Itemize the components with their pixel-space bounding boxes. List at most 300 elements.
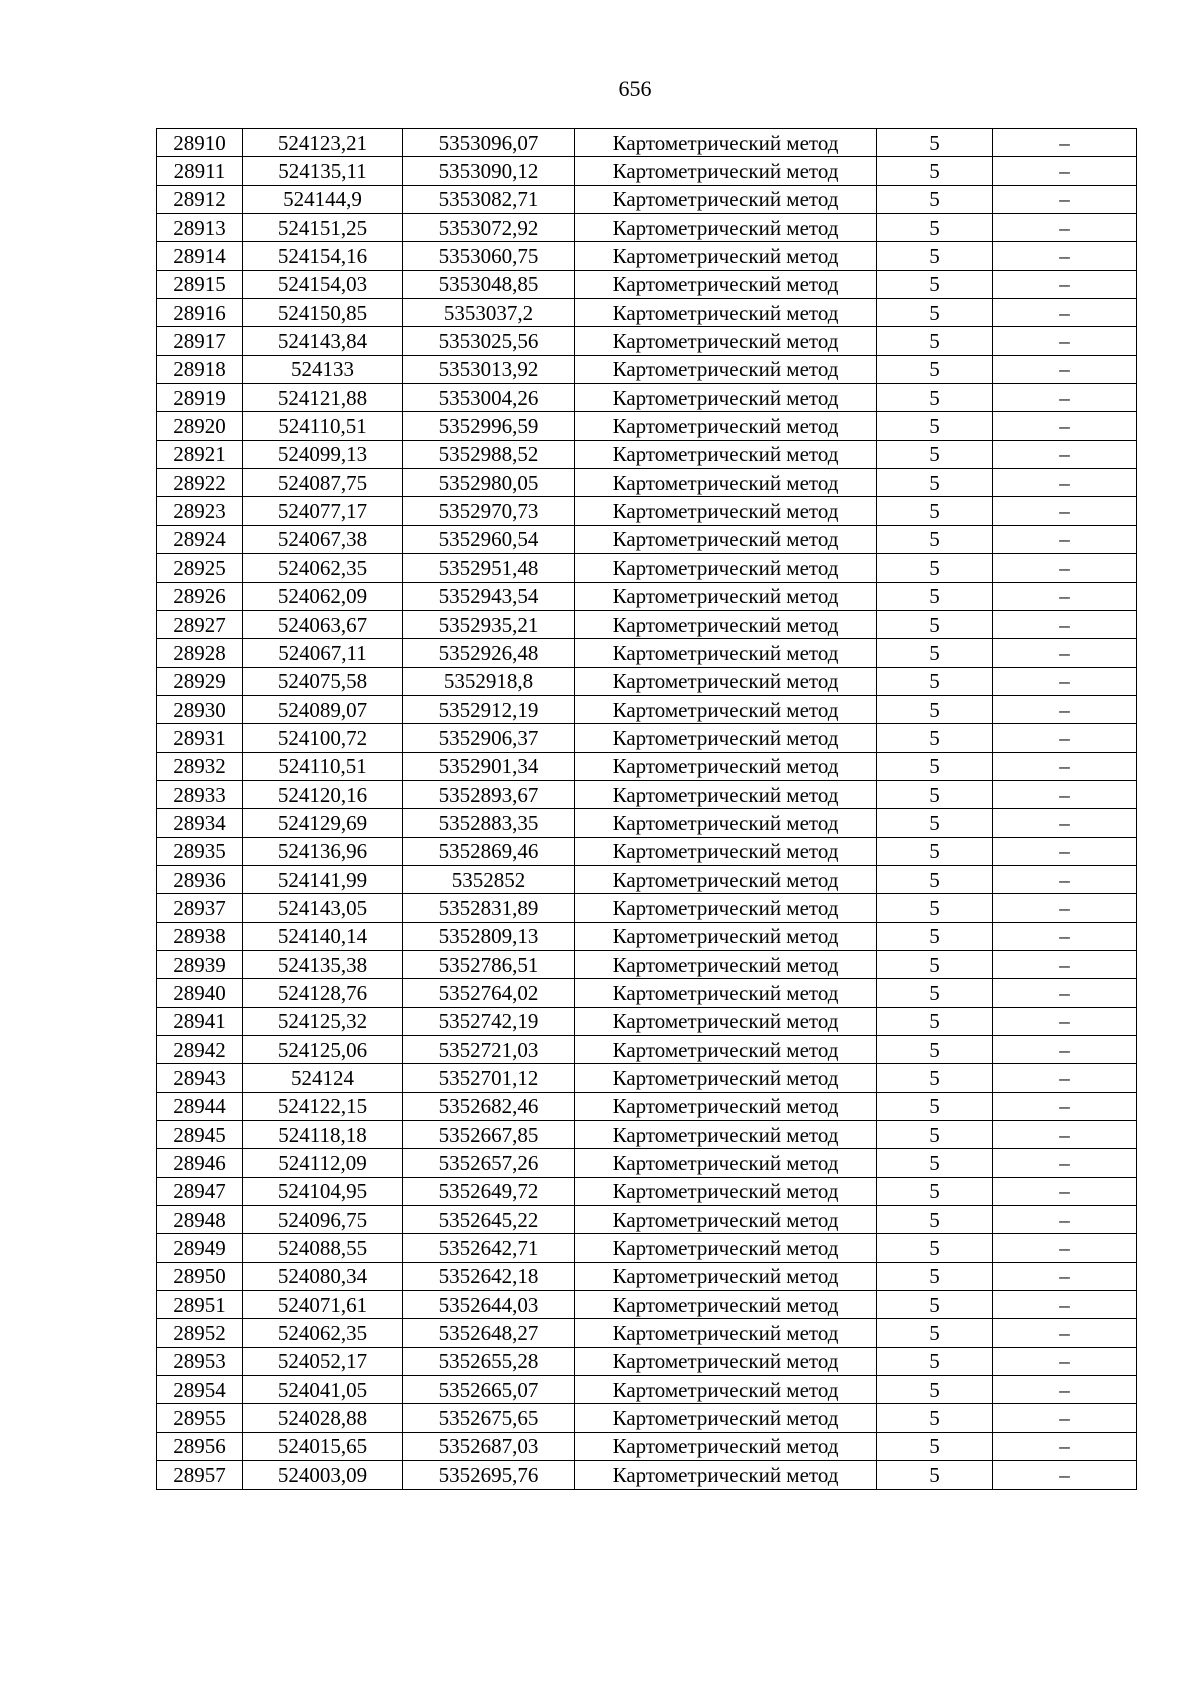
note-cell: – <box>993 1206 1137 1234</box>
method-cell: Картометрический метод <box>575 1206 877 1234</box>
table-row <box>157 355 1137 383</box>
table-row <box>157 1007 1137 1035</box>
method-cell: Картометрический метод <box>575 214 877 242</box>
note-cell: – <box>993 1121 1137 1149</box>
x-coordinate-cell: 524003,09 <box>243 1461 403 1489</box>
method-cell: Картометрический метод <box>575 1404 877 1432</box>
x-coordinate-cell: 524122,15 <box>243 1092 403 1120</box>
page-number: 656 <box>618 76 652 101</box>
method-cell: Картометрический метод <box>575 695 877 723</box>
table-row <box>157 1461 1137 1489</box>
table-row <box>157 837 1137 865</box>
point-number-cell: 28916 <box>157 299 243 327</box>
point-number-cell: 28942 <box>157 1036 243 1064</box>
accuracy-cell: 5 <box>877 129 993 157</box>
table-row <box>157 242 1137 270</box>
point-number-cell: 28924 <box>157 525 243 553</box>
y-coordinate-cell: 5352665,07 <box>403 1376 575 1404</box>
note-cell: – <box>993 327 1137 355</box>
method-cell: Картометрический метод <box>575 752 877 780</box>
note-cell: – <box>993 1291 1137 1319</box>
method-cell: Картометрический метод <box>575 1149 877 1177</box>
point-number-cell: 28956 <box>157 1432 243 1460</box>
method-cell: Картометрический метод <box>575 894 877 922</box>
y-coordinate-cell: 5352675,65 <box>403 1404 575 1432</box>
method-cell: Картометрический метод <box>575 1007 877 1035</box>
accuracy-cell: 5 <box>877 1121 993 1149</box>
accuracy-cell: 5 <box>877 355 993 383</box>
method-cell: Картометрический метод <box>575 1291 877 1319</box>
table-row <box>157 497 1137 525</box>
note-cell: – <box>993 837 1137 865</box>
table-row <box>157 1121 1137 1149</box>
method-cell: Картометрический метод <box>575 950 877 978</box>
x-coordinate-cell: 524041,05 <box>243 1376 403 1404</box>
table-row <box>157 809 1137 837</box>
table-row <box>157 157 1137 185</box>
x-coordinate-cell: 524110,51 <box>243 752 403 780</box>
table-row <box>157 270 1137 298</box>
x-coordinate-cell: 524104,95 <box>243 1177 403 1205</box>
table-row <box>157 865 1137 893</box>
accuracy-cell: 5 <box>877 412 993 440</box>
method-cell: Картометрический метод <box>575 355 877 383</box>
y-coordinate-cell: 5352980,05 <box>403 469 575 497</box>
note-cell: – <box>993 270 1137 298</box>
x-coordinate-cell: 524077,17 <box>243 497 403 525</box>
accuracy-cell: 5 <box>877 497 993 525</box>
method-cell: Картометрический метод <box>575 1121 877 1149</box>
y-coordinate-cell: 5352742,19 <box>403 1007 575 1035</box>
note-cell: – <box>993 979 1137 1007</box>
method-cell: Картометрический метод <box>575 497 877 525</box>
accuracy-cell: 5 <box>877 1262 993 1290</box>
x-coordinate-cell: 524124 <box>243 1064 403 1092</box>
x-coordinate-cell: 524089,07 <box>243 695 403 723</box>
note-cell: – <box>993 1092 1137 1120</box>
method-cell: Картометрический метод <box>575 299 877 327</box>
x-coordinate-cell: 524133 <box>243 355 403 383</box>
accuracy-cell: 5 <box>877 1092 993 1120</box>
point-number-cell: 28914 <box>157 242 243 270</box>
accuracy-cell: 5 <box>877 299 993 327</box>
point-number-cell: 28951 <box>157 1291 243 1319</box>
method-cell: Картометрический метод <box>575 809 877 837</box>
method-cell: Картометрический метод <box>575 610 877 638</box>
note-cell: – <box>993 214 1137 242</box>
x-coordinate-cell: 524075,58 <box>243 667 403 695</box>
point-number-cell: 28946 <box>157 1149 243 1177</box>
y-coordinate-cell: 5352642,18 <box>403 1262 575 1290</box>
accuracy-cell: 5 <box>877 1234 993 1262</box>
method-cell: Картометрический метод <box>575 129 877 157</box>
table-row <box>157 1064 1137 1092</box>
point-number-cell: 28922 <box>157 469 243 497</box>
method-cell: Картометрический метод <box>575 1461 877 1489</box>
method-cell: Картометрический метод <box>575 185 877 213</box>
point-number-cell: 28917 <box>157 327 243 355</box>
table-row <box>157 695 1137 723</box>
y-coordinate-cell: 5352901,34 <box>403 752 575 780</box>
y-coordinate-cell: 5353025,56 <box>403 327 575 355</box>
note-cell: – <box>993 440 1137 468</box>
point-number-cell: 28953 <box>157 1347 243 1375</box>
y-coordinate-cell: 5352988,52 <box>403 440 575 468</box>
note-cell: – <box>993 695 1137 723</box>
y-coordinate-cell: 5352883,35 <box>403 809 575 837</box>
y-coordinate-cell: 5353004,26 <box>403 384 575 412</box>
y-coordinate-cell: 5352649,72 <box>403 1177 575 1205</box>
table-row <box>157 1149 1137 1177</box>
table-row <box>157 129 1137 157</box>
x-coordinate-cell: 524118,18 <box>243 1121 403 1149</box>
table-row <box>157 1432 1137 1460</box>
table-row <box>157 582 1137 610</box>
table-row <box>157 1036 1137 1064</box>
note-cell: – <box>993 610 1137 638</box>
x-coordinate-cell: 524143,84 <box>243 327 403 355</box>
method-cell: Картометрический метод <box>575 440 877 468</box>
method-cell: Картометрический метод <box>575 1036 877 1064</box>
y-coordinate-cell: 5353037,2 <box>403 299 575 327</box>
note-cell: – <box>993 724 1137 752</box>
x-coordinate-cell: 524062,35 <box>243 1319 403 1347</box>
method-cell: Картометрический метод <box>575 1432 877 1460</box>
accuracy-cell: 5 <box>877 1461 993 1489</box>
method-cell: Картометрический метод <box>575 1092 877 1120</box>
method-cell: Картометрический метод <box>575 837 877 865</box>
note-cell: – <box>993 1376 1137 1404</box>
note-cell: – <box>993 922 1137 950</box>
x-coordinate-cell: 524028,88 <box>243 1404 403 1432</box>
accuracy-cell: 5 <box>877 242 993 270</box>
x-coordinate-cell: 524121,88 <box>243 384 403 412</box>
note-cell: – <box>993 639 1137 667</box>
x-coordinate-cell: 524151,25 <box>243 214 403 242</box>
note-cell: – <box>993 1149 1137 1177</box>
y-coordinate-cell: 5353082,71 <box>403 185 575 213</box>
table-row <box>157 950 1137 978</box>
x-coordinate-cell: 524140,14 <box>243 922 403 950</box>
table-row <box>157 1347 1137 1375</box>
x-coordinate-cell: 524110,51 <box>243 412 403 440</box>
x-coordinate-cell: 524141,99 <box>243 865 403 893</box>
point-number-cell: 28911 <box>157 157 243 185</box>
y-coordinate-cell: 5352667,85 <box>403 1121 575 1149</box>
point-number-cell: 28948 <box>157 1206 243 1234</box>
point-number-cell: 28932 <box>157 752 243 780</box>
x-coordinate-cell: 524100,72 <box>243 724 403 752</box>
y-coordinate-cell: 5353090,12 <box>403 157 575 185</box>
note-cell: – <box>993 950 1137 978</box>
accuracy-cell: 5 <box>877 469 993 497</box>
accuracy-cell: 5 <box>877 780 993 808</box>
table-row <box>157 752 1137 780</box>
note-cell: – <box>993 384 1137 412</box>
point-number-cell: 28949 <box>157 1234 243 1262</box>
y-coordinate-cell: 5352655,28 <box>403 1347 575 1375</box>
accuracy-cell: 5 <box>877 610 993 638</box>
accuracy-cell: 5 <box>877 525 993 553</box>
table-row <box>157 724 1137 752</box>
y-coordinate-cell: 5352951,48 <box>403 554 575 582</box>
point-number-cell: 28939 <box>157 950 243 978</box>
note-cell: – <box>993 1319 1137 1347</box>
note-cell: – <box>993 469 1137 497</box>
coordinates-table-body <box>157 129 1137 1490</box>
point-number-cell: 28952 <box>157 1319 243 1347</box>
x-coordinate-cell: 524062,35 <box>243 554 403 582</box>
point-number-cell: 28943 <box>157 1064 243 1092</box>
note-cell: – <box>993 185 1137 213</box>
y-coordinate-cell: 5353072,92 <box>403 214 575 242</box>
note-cell: – <box>993 1262 1137 1290</box>
note-cell: – <box>993 1007 1137 1035</box>
point-number-cell: 28935 <box>157 837 243 865</box>
point-number-cell: 28923 <box>157 497 243 525</box>
y-coordinate-cell: 5352786,51 <box>403 950 575 978</box>
x-coordinate-cell: 524125,32 <box>243 1007 403 1035</box>
accuracy-cell: 5 <box>877 270 993 298</box>
accuracy-cell: 5 <box>877 667 993 695</box>
method-cell: Картометрический метод <box>575 1177 877 1205</box>
y-coordinate-cell: 5352764,02 <box>403 979 575 1007</box>
note-cell: – <box>993 809 1137 837</box>
method-cell: Картометрический метод <box>575 554 877 582</box>
table-row <box>157 554 1137 582</box>
point-number-cell: 28927 <box>157 610 243 638</box>
point-number-cell: 28937 <box>157 894 243 922</box>
x-coordinate-cell: 524112,09 <box>243 1149 403 1177</box>
table-row <box>157 525 1137 553</box>
note-cell: – <box>993 1461 1137 1489</box>
x-coordinate-cell: 524135,11 <box>243 157 403 185</box>
x-coordinate-cell: 524154,03 <box>243 270 403 298</box>
y-coordinate-cell: 5352970,73 <box>403 497 575 525</box>
x-coordinate-cell: 524120,16 <box>243 780 403 808</box>
table-row <box>157 384 1137 412</box>
method-cell: Картометрический метод <box>575 582 877 610</box>
table-row <box>157 979 1137 1007</box>
point-number-cell: 28947 <box>157 1177 243 1205</box>
method-cell: Картометрический метод <box>575 469 877 497</box>
method-cell: Картометрический метод <box>575 724 877 752</box>
y-coordinate-cell: 5352893,67 <box>403 780 575 808</box>
coordinates-table <box>156 128 1137 1490</box>
y-coordinate-cell: 5352721,03 <box>403 1036 575 1064</box>
note-cell: – <box>993 157 1137 185</box>
accuracy-cell: 5 <box>877 440 993 468</box>
method-cell: Картометрический метод <box>575 639 877 667</box>
accuracy-cell: 5 <box>877 979 993 1007</box>
accuracy-cell: 5 <box>877 1007 993 1035</box>
y-coordinate-cell: 5352960,54 <box>403 525 575 553</box>
y-coordinate-cell: 5352701,12 <box>403 1064 575 1092</box>
y-coordinate-cell: 5352906,37 <box>403 724 575 752</box>
table-row <box>157 1092 1137 1120</box>
point-number-cell: 28955 <box>157 1404 243 1432</box>
point-number-cell: 28954 <box>157 1376 243 1404</box>
point-number-cell: 28941 <box>157 1007 243 1035</box>
note-cell: – <box>993 865 1137 893</box>
method-cell: Картометрический метод <box>575 1319 877 1347</box>
table-row <box>157 469 1137 497</box>
point-number-cell: 28950 <box>157 1262 243 1290</box>
point-number-cell: 28931 <box>157 724 243 752</box>
note-cell: – <box>993 1404 1137 1432</box>
method-cell: Картометрический метод <box>575 1376 877 1404</box>
y-coordinate-cell: 5352996,59 <box>403 412 575 440</box>
x-coordinate-cell: 524125,06 <box>243 1036 403 1064</box>
note-cell: – <box>993 1064 1137 1092</box>
x-coordinate-cell: 524136,96 <box>243 837 403 865</box>
method-cell: Картометрический метод <box>575 242 877 270</box>
x-coordinate-cell: 524067,38 <box>243 525 403 553</box>
y-coordinate-cell: 5352682,46 <box>403 1092 575 1120</box>
method-cell: Картометрический метод <box>575 327 877 355</box>
note-cell: – <box>993 525 1137 553</box>
point-number-cell: 28918 <box>157 355 243 383</box>
accuracy-cell: 5 <box>877 214 993 242</box>
note-cell: – <box>993 894 1137 922</box>
note-cell: – <box>993 355 1137 383</box>
table-row <box>157 1404 1137 1432</box>
table-row <box>157 440 1137 468</box>
accuracy-cell: 5 <box>877 1206 993 1234</box>
x-coordinate-cell: 524129,69 <box>243 809 403 837</box>
accuracy-cell: 5 <box>877 1432 993 1460</box>
table-row <box>157 1206 1137 1234</box>
y-coordinate-cell: 5352852 <box>403 865 575 893</box>
method-cell: Картометрический метод <box>575 157 877 185</box>
x-coordinate-cell: 524099,13 <box>243 440 403 468</box>
accuracy-cell: 5 <box>877 1036 993 1064</box>
table-row <box>157 327 1137 355</box>
y-coordinate-cell: 5352642,71 <box>403 1234 575 1262</box>
y-coordinate-cell: 5352943,54 <box>403 582 575 610</box>
y-coordinate-cell: 5352831,89 <box>403 894 575 922</box>
x-coordinate-cell: 524143,05 <box>243 894 403 922</box>
method-cell: Картометрический метод <box>575 1262 877 1290</box>
note-cell: – <box>993 1347 1137 1375</box>
y-coordinate-cell: 5352935,21 <box>403 610 575 638</box>
point-number-cell: 28938 <box>157 922 243 950</box>
x-coordinate-cell: 524087,75 <box>243 469 403 497</box>
table-row <box>157 780 1137 808</box>
y-coordinate-cell: 5352869,46 <box>403 837 575 865</box>
x-coordinate-cell: 524015,65 <box>243 1432 403 1460</box>
point-number-cell: 28944 <box>157 1092 243 1120</box>
x-coordinate-cell: 524150,85 <box>243 299 403 327</box>
note-cell: – <box>993 1432 1137 1460</box>
accuracy-cell: 5 <box>877 695 993 723</box>
table-row <box>157 299 1137 327</box>
point-number-cell: 28928 <box>157 639 243 667</box>
method-cell: Картометрический метод <box>575 922 877 950</box>
accuracy-cell: 5 <box>877 582 993 610</box>
x-coordinate-cell: 524154,16 <box>243 242 403 270</box>
y-coordinate-cell: 5353060,75 <box>403 242 575 270</box>
method-cell: Картометрический метод <box>575 525 877 553</box>
point-number-cell: 28940 <box>157 979 243 1007</box>
point-number-cell: 28945 <box>157 1121 243 1149</box>
x-coordinate-cell: 524088,55 <box>243 1234 403 1262</box>
accuracy-cell: 5 <box>877 752 993 780</box>
table-row <box>157 639 1137 667</box>
table-row <box>157 412 1137 440</box>
accuracy-cell: 5 <box>877 327 993 355</box>
point-number-cell: 28930 <box>157 695 243 723</box>
table-row <box>157 1177 1137 1205</box>
accuracy-cell: 5 <box>877 724 993 752</box>
accuracy-cell: 5 <box>877 1064 993 1092</box>
note-cell: – <box>993 242 1137 270</box>
y-coordinate-cell: 5352644,03 <box>403 1291 575 1319</box>
table-row <box>157 185 1137 213</box>
table-row <box>157 1376 1137 1404</box>
note-cell: – <box>993 497 1137 525</box>
point-number-cell: 28912 <box>157 185 243 213</box>
note-cell: – <box>993 412 1137 440</box>
accuracy-cell: 5 <box>877 1149 993 1177</box>
accuracy-cell: 5 <box>877 837 993 865</box>
x-coordinate-cell: 524144,9 <box>243 185 403 213</box>
method-cell: Картометрический метод <box>575 1347 877 1375</box>
point-number-cell: 28920 <box>157 412 243 440</box>
method-cell: Картометрический метод <box>575 1234 877 1262</box>
note-cell: – <box>993 1177 1137 1205</box>
note-cell: – <box>993 667 1137 695</box>
accuracy-cell: 5 <box>877 1347 993 1375</box>
table-row <box>157 922 1137 950</box>
table-row <box>157 894 1137 922</box>
point-number-cell: 28957 <box>157 1461 243 1489</box>
accuracy-cell: 5 <box>877 922 993 950</box>
method-cell: Картометрический метод <box>575 865 877 893</box>
point-number-cell: 28913 <box>157 214 243 242</box>
method-cell: Картометрический метод <box>575 270 877 298</box>
point-number-cell: 28921 <box>157 440 243 468</box>
point-number-cell: 28929 <box>157 667 243 695</box>
x-coordinate-cell: 524071,61 <box>243 1291 403 1319</box>
accuracy-cell: 5 <box>877 809 993 837</box>
point-number-cell: 28919 <box>157 384 243 412</box>
accuracy-cell: 5 <box>877 157 993 185</box>
table-row <box>157 667 1137 695</box>
y-coordinate-cell: 5352695,76 <box>403 1461 575 1489</box>
x-coordinate-cell: 524062,09 <box>243 582 403 610</box>
note-cell: – <box>993 1234 1137 1262</box>
accuracy-cell: 5 <box>877 554 993 582</box>
x-coordinate-cell: 524123,21 <box>243 129 403 157</box>
x-coordinate-cell: 524067,11 <box>243 639 403 667</box>
y-coordinate-cell: 5352809,13 <box>403 922 575 950</box>
note-cell: – <box>993 1036 1137 1064</box>
x-coordinate-cell: 524052,17 <box>243 1347 403 1375</box>
x-coordinate-cell: 524128,76 <box>243 979 403 1007</box>
note-cell: – <box>993 129 1137 157</box>
point-number-cell: 28936 <box>157 865 243 893</box>
point-number-cell: 28915 <box>157 270 243 298</box>
accuracy-cell: 5 <box>877 639 993 667</box>
table-row <box>157 1319 1137 1347</box>
table-row <box>157 1291 1137 1319</box>
table-row <box>157 214 1137 242</box>
method-cell: Картометрический метод <box>575 979 877 1007</box>
accuracy-cell: 5 <box>877 865 993 893</box>
point-number-cell: 28933 <box>157 780 243 808</box>
method-cell: Картометрический метод <box>575 780 877 808</box>
